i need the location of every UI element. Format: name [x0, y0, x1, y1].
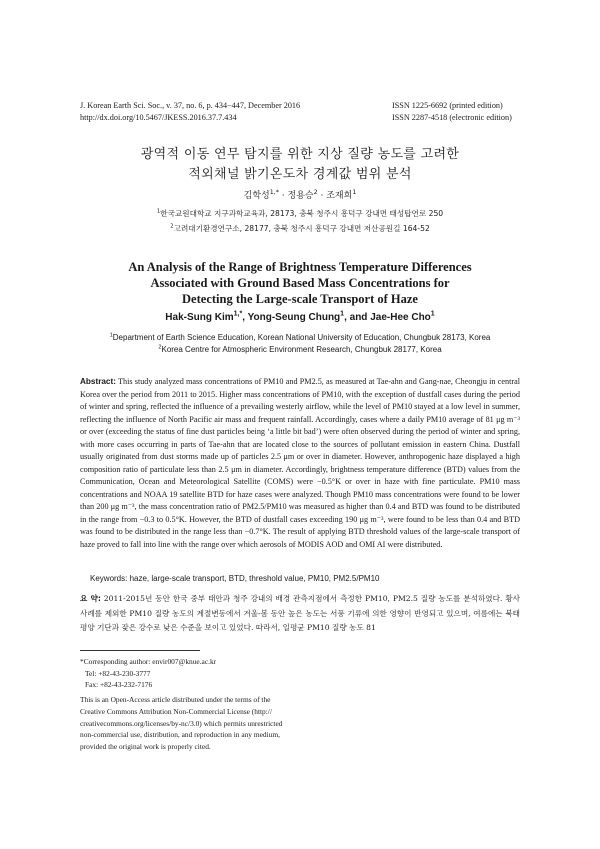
- korean-title: [60, 145, 540, 185]
- license-line: This is an Open-Access article distributed under the terms of the: [80, 695, 271, 704]
- korean-title-line-1: 광역적 이동 연무 탐지를 위한 지상 질량 농도를 고려한: [140, 147, 460, 162]
- english-author-3-sup: 1: [430, 310, 435, 318]
- korean-author-3: 조재희: [326, 191, 353, 201]
- issn-electronic: ISSN 2287-4518 (electronic edition): [392, 113, 512, 122]
- english-author-3: Jae-Hee Cho: [370, 312, 431, 323]
- abstract: [80, 376, 520, 551]
- korean-authors: [60, 188, 540, 201]
- english-title-line-1: An Analysis of the Range of Brightness Temperature Differences: [128, 260, 472, 274]
- english-aff2-text: Korea Centre for Atmospheric Environment Research, Chungbuk 28177, Korea: [161, 345, 442, 354]
- korean-affiliations: [60, 206, 540, 236]
- english-author-2: Yong-Seung Chung: [247, 312, 341, 323]
- korean-aff2-sup: 2: [170, 223, 174, 230]
- english-title: [60, 259, 540, 307]
- english-aff1-text: Department of Earth Science Education, Korean National University of Education, Chungbuk 28173, Korea: [112, 333, 491, 342]
- korean-abstract-text: 2011-2015년 동안 한국 중부 태안과 청주 강내의 배경 관측지점에서 측정한 PM10, PM2.5 질량 농도를 분석하였다. 황사 사례를 제외한 PM10 질량 농도의 계절변동에서 겨울-봄 동안 높은 농도는 서풍 기류에 의한 영향이 반영되고 있으며, 여름에는 북태평양 기단과 잦은 강수로 낮은 수준을 보이고 있었다. 따라서, 일평균 PM10 질량 농도 81: [80, 594, 520, 632]
- korean-author-3-sup: 1: [352, 189, 357, 196]
- license-line: provided the original work is properly cited.: [80, 742, 211, 752]
- corresponding-tel: Tel: +82-43-230-3777: [85, 668, 151, 678]
- korean-author-1-sup: 1,*: [269, 189, 279, 196]
- korean-abstract-label: 요 약:: [80, 594, 101, 603]
- english-aff2-sup: 2: [158, 344, 162, 351]
- korean-aff1-sup: 1: [156, 208, 161, 215]
- english-author-2-sup: 1: [340, 310, 345, 318]
- english-author-1-sup: 1,*: [233, 310, 243, 318]
- license-line: creativecommons.org/licenses/by-nc/3.0) which permits unrestricted: [80, 718, 283, 728]
- author-separator: ,: [242, 312, 248, 323]
- author-separator: ·: [278, 191, 288, 201]
- abstract-text: This study analyzed mass concentrations of PM10 and PM2.5, as measured at Tae-ahn and Gang-nae, Cheongju in central Korea over the period from 2011 to 2015. Higher mass concentrations of PM10, with the exception of dustfall cases during the period of winter and spring, reflected the influence of a prevailing westerly airflow, while the level of PM10 stayed at a low level in summer, reflecting the influence of North Pacific air mass and frequent rainfall. Accordingly, cases where a daily PM10 average of 81 μg m⁻³ or over (exceeding the status of fine dust particles being ‘a little bit bad’) were often observed during the period of winter and spring, with more cases occurring in parts of Tae-ahn that are located close to the sources of pollutant emission in eastern China. Dustfall usually originated from dust storms made up of particles 2.5 μm or over in diameter. However, anthropogenic haze displayed a high composition ratio of particulate less than 2.5 μm in diameter. Accordingly, brightness temperature difference (BTD) values from the Communication, Ocean and Meteorological Satellite (COMS) were −0.5°K or over in haze with fine particulate. PM10 mass concentrations and NOAA 19 satellite BTD for haze cases were analyzed. Though PM10 mass concentrations were found to be lower than 200 μg m⁻³, the mass concentration ratio of PM2.5/PM10 was measured as higher than 0.4 and BTD was found to be distributed in the range from −0.3 to 0.5°K. However, the BTD of dustfall cases exceeding 190 μg m⁻³, were found to be less than 0.4 and BTD was found to be distributed in the range less than −0.7°K. The result of applying BTD threshold values of the large-scale transport of haze proved to fall into line with the range over which aerosols of MODIS AOD and OMI AI were distributed.: [80, 377, 520, 549]
- korean-affiliation-1: [60, 206, 540, 221]
- author-separator: , and: [344, 312, 371, 323]
- english-affiliation-1: [60, 332, 540, 344]
- korean-author-1: 김학성: [243, 191, 270, 201]
- license-notice: [80, 694, 290, 753]
- korean-affiliation-2: [60, 221, 540, 236]
- journal-citation: [80, 100, 300, 124]
- english-title-line-3: Detecting the Large-scale Transport of Haze: [182, 292, 418, 306]
- english-affiliations: [60, 332, 540, 356]
- license-line: Creative Commons Attribution Non-Commercial License (http://: [80, 706, 272, 716]
- corresponding-author: [80, 656, 340, 691]
- english-aff1-sup: 1: [109, 332, 113, 339]
- english-affiliation-2: [60, 344, 540, 356]
- issn-block: [392, 100, 512, 124]
- corresponding-fax: Fax: +82-43-232-7176: [85, 680, 153, 689]
- english-title-line-2: Associated with Ground Based Mass Concentrations for: [150, 276, 450, 290]
- doi-link[interactable]: http://dx.doi.org/10.5467/JKESS.2016.37.7.434: [80, 113, 237, 122]
- korean-aff2-text: 고려대기환경연구소, 28177, 충북 청주시 흥덕구 강내면 저산공원길 164-52: [173, 224, 430, 233]
- english-author-1: Hak-Sung Kim: [165, 312, 234, 323]
- english-authors: [60, 312, 540, 323]
- korean-author-2-sup: 2: [313, 189, 318, 196]
- corresponding-email: *Corresponding author: envir007@knue.ac.kr: [80, 657, 217, 666]
- korean-abstract: [80, 592, 520, 636]
- issn-print: ISSN 1225-6692 (printed edition): [392, 101, 503, 110]
- footnote-divider: [80, 650, 200, 651]
- korean-title-line-2: 적외채널 밝기온도차 경계값 범위 분석: [188, 167, 412, 182]
- abstract-label: Abstract:: [80, 377, 116, 386]
- journal-volume-line: J. Korean Earth Sci. Soc., v. 37, no. 6, p. 434−447, December 2016: [80, 101, 301, 110]
- korean-author-2: 정용승: [287, 191, 314, 201]
- korean-aff1-text: 한국교원대학교 지구과학교육과, 28173, 충북 청주시 흥덕구 강내면 태성탑연로 250: [160, 209, 444, 218]
- keywords: Keywords: haze, large-scale transport, BTD, threshold value, PM10, PM2.5/PM10: [90, 574, 380, 583]
- author-separator: ·: [317, 191, 327, 201]
- license-line: non-commercial use, distribution, and reproduction in any medium,: [80, 730, 280, 740]
